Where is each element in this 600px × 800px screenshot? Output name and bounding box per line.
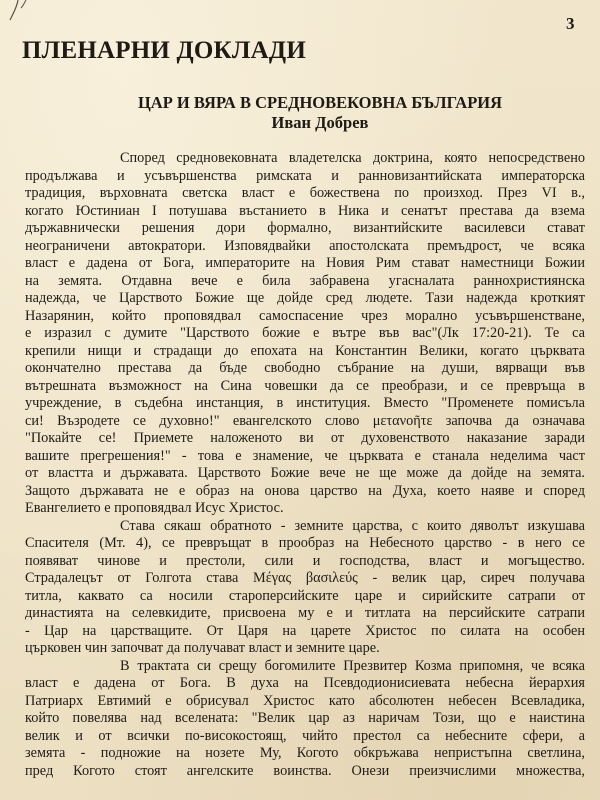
text-line: Патриарх Евтимий е обрисувал Христос като абсолютен небесен Всевладика, — [25, 692, 585, 709]
author-name: Иван Добрев — [271, 113, 369, 132]
text-line: земята - подножие на нозете Му, Когото обкръжава непристъпна светлина, — [25, 745, 585, 761]
text-line: вътрешната възможност на Сина човешки да се преобрази, и се превръща в — [25, 377, 585, 394]
text-line: от властта и държавата. Царството Божие вече не ще може да дойде на земята. — [25, 465, 585, 481]
text-line: когато Юстиниан I потушава въстанието в Ника и сенатът престава да взема — [25, 202, 585, 219]
text-line: Евангелието е проповядвал Исус Христос. — [25, 500, 284, 516]
page-number: 3 — [566, 14, 575, 33]
text-line: Назарянин, който проповядвал самоспасение чрез морално усъвършенстване, — [25, 307, 585, 324]
text-line: е изразил с думите "Царството божие е вътре във вас"(Лк 17:20-21). Те са — [25, 325, 585, 341]
text-line: учреждение, в съдебна инстанция, в институция. Вместо "Променете помисъла — [25, 395, 585, 411]
paragraph — [25, 658, 585, 781]
section-title: ПЛЕНАРНИ ДОКЛАДИ — [22, 37, 306, 64]
text-line: на земята. Отдавна вече е била забравена угасналата раннохристиянска — [25, 272, 585, 289]
text-line: Защото държавата не е образ на онова царство на Духа, което наяве и според — [25, 482, 585, 499]
text-line: титла, каквато са носили староперсийските царе и сирийските сатрапи от — [25, 587, 585, 604]
paragraph — [25, 518, 585, 658]
text-line: власт е дадена от Бога, императорите на Новия Рим стават наместници Божии — [25, 255, 585, 271]
text-line: - Цар на царстващите. От Царя на царете Христос по силата на особен — [25, 622, 585, 639]
text-line: църковен чин започват да получават власт и земните царе. — [25, 640, 380, 656]
text-line: появяват чинове и престоли, сили и господства, власт и могъщество. — [25, 552, 585, 569]
text-line: който повелява над вселената: "Велик цар аз наричам Този, що е наистина — [25, 710, 585, 726]
text-line: Според средновековната владетелска доктрина, която непосредствено — [120, 150, 585, 166]
text-line: продължава и усъвършенства римската и ранновизантийската императорска — [25, 167, 585, 184]
text-line: надежда, че Царството Божие ще дойде сред людете. Тази надежда кроткият — [25, 290, 585, 306]
article-title: ЦАР И ВЯРА В СРЕДНОВЕКОВНА БЪЛГАРИЯ — [137, 93, 503, 112]
text-line: Спасителя (Мт. 4), се превръщат в прообраз на Небесното царство - в него се — [25, 535, 585, 551]
text-line: династията на селевкидите, присвоена му е и титлата на персийските сатрапи — [25, 605, 585, 621]
text-line: си! Възродете се духовно!" евангелското слово μετανοῆτε започва да означава — [25, 412, 585, 429]
text-line: "Покайте се! Приемете наложеното ви от духовенството наказание заради — [25, 430, 585, 446]
text-line: пред Когото стоят ангелските воинства. Онези преизчислими множества, — [25, 762, 585, 779]
text-line: вашите прегрешения!" - това е знамение, че църквата е станала неделима част — [25, 447, 585, 464]
text-line: власт е дадена от Бога. В духа на Псевдодионисиевата небесна йерархия — [25, 675, 585, 691]
text-line: велик и от всички по-високостоящ, чийто престол са небесните сфери, а — [25, 727, 585, 744]
text-line: окончателно престава да бъде свободно събрание на души, вярващи във — [25, 360, 585, 376]
text-line: традиция, върховната светска власт е божествена по произход. През VI в., — [25, 185, 585, 201]
text-line: Става сякаш обратното - земните царства, с които дяволът изкушава — [120, 517, 585, 534]
text-line: Страдалецът от Голгота става Μέγας βασιλεύς - велик цар, сиреч получава — [25, 570, 585, 586]
paragraph — [25, 150, 585, 518]
text-line: крепили нищи и страдащи до епохата на Константин Велики, когато църквата — [25, 342, 585, 359]
article-body — [25, 150, 585, 780]
text-line: държавнически решения дори формално, византийските василевси стават — [25, 220, 585, 236]
text-line: В трактата си срещу богомилите Презвитер Козма припомня, че всяка — [120, 657, 585, 674]
pen-mark-icon — [4, 0, 34, 22]
text-line: неограничени автократори. Изповядвайки апостолската премъдрост, че всяка — [25, 237, 585, 254]
